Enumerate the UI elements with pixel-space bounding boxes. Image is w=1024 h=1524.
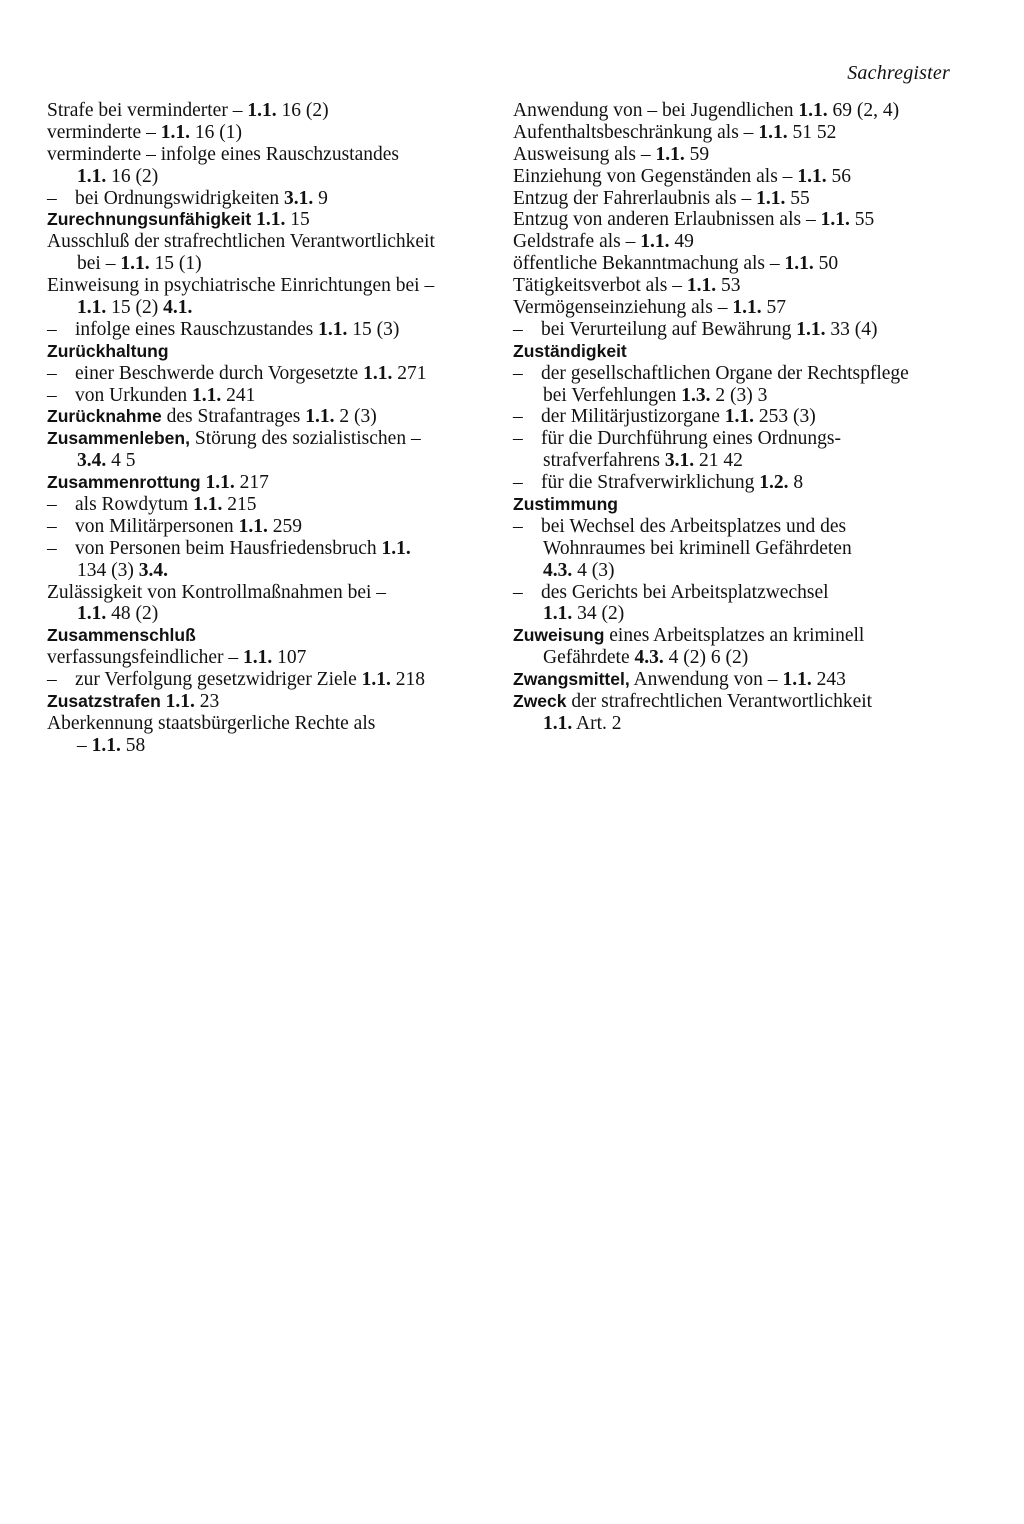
section-reference: 1.1. [77,297,107,319]
entry-text: 4 (3) [572,559,615,581]
entry-text: Strafe bei verminderter – [47,100,248,121]
section-reference: 1.1. [160,121,190,143]
section-reference: 1.1. [91,734,121,756]
entry-text: Ausweisung als – [513,143,656,165]
entry-text: des Gerichts bei Arbeitsplatzwechsel [541,581,829,603]
entry-text: eines Arbeitsplatzes an kriminell [604,625,865,647]
section-reference: 4.3. [543,559,573,581]
index-entry-line [513,319,963,341]
entry-text: 49 [669,231,694,253]
section-reference: 1.1. [193,494,223,516]
subentry-dash: – [513,515,523,537]
entry-text: 57 [761,297,786,319]
index-entry-line [47,450,495,472]
subentry-dash: – [47,187,57,209]
index-entry-line [47,713,495,735]
index-entry-line [513,166,963,188]
index-entry-line [513,603,963,625]
entry-text: 2 (3) [334,406,377,428]
index-entry-line [47,603,495,625]
index-entry-line [47,735,495,757]
index-headword: Zurücknahme [47,406,162,427]
section-reference: 1.1. [318,318,348,340]
index-entry-line [513,297,963,319]
index-entry-line [47,231,495,253]
index-entry-line [513,275,963,297]
section-reference: 4.1. [163,297,193,319]
index-entry-line [513,209,963,231]
index-entry-line [47,428,495,450]
section-reference: 1.1. [243,647,273,669]
entry-text: 9 [313,187,328,209]
section-reference: 1.1. [640,231,670,253]
entry-text: von Personen beim Hausfriedensbruch [75,537,382,559]
entry-text: 253 (3) [754,406,816,428]
index-column-left [47,100,495,757]
section-reference: 1.3. [681,384,711,406]
entry-text: 4 5 [106,450,136,472]
index-entry-line [47,691,495,713]
index-entry-line [47,494,495,516]
entry-text: 23 [194,691,220,713]
entry-text: Einweisung in psychiatrische Einrichtungen bei – [47,275,435,297]
entry-text: Anwendung von – bei Jugendlichen [513,100,799,121]
index-entry-line [513,144,963,166]
index-entry-line [47,560,495,582]
entry-text: zur Verfolgung gesetzwidriger Ziele [75,669,362,691]
entry-text: Vermögenseinziehung als – [513,297,733,319]
entry-text: Aufenthaltsbeschränkung als – [513,121,759,143]
section-reference: 1.1. [756,187,786,209]
index-entry-line [513,406,963,428]
section-reference: 1.1. [796,318,826,340]
section-reference: 1.1. [724,406,755,428]
entry-text: 16 (2) [276,100,329,121]
entry-text: 55 [849,209,875,231]
index-entry-line [47,100,495,122]
entry-text: 56 [826,165,851,187]
index-column-right [513,100,963,735]
section-reference: 1.1. [381,537,411,559]
entry-text: Art. 2 [572,712,622,734]
section-reference: 1.2. [759,472,789,494]
index-entry-line [47,669,495,691]
entry-text: Wohnraumes bei kriminell Gefährdeten [543,537,852,559]
section-reference: 1.1. [798,100,828,121]
section-reference: 1.1. [820,209,850,231]
entry-text: Tätigkeitsverbot als – [513,275,687,297]
index-entry-line [47,385,495,407]
entry-text: Ausschluß der strafrechtlichen Verantwortlichkeit [47,231,435,253]
subentry-dash: – [513,428,523,450]
entry-text: des Strafantrages [161,406,306,428]
subentry-dash: – [47,384,57,406]
index-entry-line [47,406,495,428]
index-entry-line [513,713,963,735]
entry-text: für die Durchführung eines Ordnungs- [541,428,842,450]
subentry-dash: – [513,581,523,603]
entry-text: 217 [234,472,269,494]
entry-text: – [77,734,92,756]
entry-text: für die Strafverwirklichung [541,472,760,494]
index-headword: Zuständigkeit [513,340,627,361]
subentry-dash: – [513,472,523,494]
index-entry-line [513,625,963,647]
entry-text: der Militärjustizorgane [541,406,725,428]
subentry-dash: – [47,494,57,516]
entry-text: infolge eines Rauschzustandes [75,318,319,340]
index-entry-line [47,341,495,363]
subentry-dash: – [47,318,57,340]
section-reference: 1.1. [784,253,814,275]
index-entry-line [513,691,963,713]
subentry-dash: – [47,669,57,691]
section-reference: 1.1. [543,603,573,625]
entry-text: 8 [788,472,804,494]
section-reference: 1.1. [758,121,788,143]
entry-text: 16 (1) [189,121,242,143]
entry-text: 55 [785,187,810,209]
entry-text: Gefährdete [543,647,635,669]
entry-text: 107 [272,647,307,669]
entry-text: öffentliche Bekanntmachung als – [513,253,785,275]
entry-text: verfassungsfeindlicher – [47,647,244,669]
entry-text: Entzug der Fahrerlaubnis als – [513,187,757,209]
index-headword: Zurechnungsunfähigkeit [47,209,252,230]
section-reference: 3.1. [284,187,314,209]
entry-text: 69 (2, 4) [827,100,900,121]
index-entry-line [513,516,963,538]
entry-text: Einziehung von Gegenständen als – [513,165,798,187]
section-reference: 1.1. [238,515,268,537]
index-headword: Zusammenrottung [47,472,201,493]
index-headword: Zusatzstrafen [47,691,161,712]
entry-text: 243 [811,669,846,691]
entry-text: 48 (2) [106,603,159,625]
index-entry-line [47,472,495,494]
section-reference: 1.1. [655,143,685,165]
index-entry-line [47,209,495,231]
index-entry-line [47,122,495,144]
index-entry-line [47,188,495,210]
section-reference: 1.1. [543,712,573,734]
index-entry-line [47,166,495,188]
index-headword: Zusammenschluß [47,625,196,646]
section-reference: 1.1. [305,406,335,428]
index-entry-line [513,450,963,472]
section-reference: 1.1. [77,165,107,187]
entry-text: Entzug von anderen Erlaubnissen als – [513,209,821,231]
section-reference: 1.1. [247,100,277,121]
entry-text: bei Ordnungswidrigkeiten [75,187,285,209]
index-entry-line [513,363,963,385]
subentry-dash: – [513,406,523,428]
entry-text: 21 42 [694,450,743,472]
entry-text: 15 [285,209,310,231]
entry-text: 16 (2) [106,165,159,187]
section-reference: 4.3. [634,647,664,669]
entry-text: 215 [222,494,257,516]
index-entry-line [513,494,963,516]
index-entry-line [47,275,495,297]
entry-text: 2 (3) 3 [710,384,768,406]
index-headword: Zweck [513,691,567,712]
index-entry-line [513,472,963,494]
index-headword: Zurückhaltung [47,340,169,361]
index-entry-line [513,582,963,604]
entry-text: bei – [77,253,121,275]
entry-text: bei Wechsel des Arbeitsplatzes und des [541,515,847,537]
entry-text: 34 (2) [572,603,625,625]
index-entry-line [513,538,963,560]
index-headword: Zustimmung [513,494,618,515]
entry-text: Geldstrafe als – [513,231,641,253]
entry-text: der gesellschaftlichen Organe der Rechtspflege [541,362,909,384]
subentry-dash: – [47,515,57,537]
index-entry-line [513,647,963,669]
index-entry-line [513,188,963,210]
entry-text: 58 [120,734,146,756]
index-entry-line [47,253,495,275]
entry-text: 53 [716,275,741,297]
section-reference: 1.1. [361,669,391,691]
entry-text: Anwendung von – [629,669,783,691]
entry-text: 15 (2) [106,297,164,319]
index-headword: Zuweisung [513,625,605,646]
index-entry-line [513,428,963,450]
entry-text: Aberkennung staatsbürgerliche Rechte als [47,712,376,734]
entry-text: 218 [390,669,425,691]
entry-text: 241 [221,384,256,406]
entry-text: 4 (2) 6 (2) [663,647,749,669]
entry-text: 15 (1) [149,253,202,275]
subentry-dash: – [47,362,57,384]
section-reference: 1.1. [120,253,150,275]
entry-text: 271 [392,362,427,384]
entry-text: bei Verfehlungen [543,384,682,406]
section-reference: 1.1. [732,297,762,319]
entry-text: 51 52 [787,121,837,143]
entry-text: strafverfahrens [543,450,665,472]
section-reference: 1.1. [251,209,286,231]
section-reference: 3.4. [77,450,107,472]
entry-text: als Rowdytum [75,494,194,516]
index-entry-line [513,341,963,363]
index-headword: Zwangsmittel, [513,669,630,690]
index-entry-line [47,319,495,341]
entry-text: einer Beschwerde durch Vorgesetzte [75,362,364,384]
index-entry-line [513,560,963,582]
entry-text: 33 (4) [825,318,878,340]
subentry-dash: – [47,537,57,559]
entry-text: 134 (3) [77,559,139,581]
section-reference: 1.1. [77,603,107,625]
index-entry-line [513,100,963,122]
index-entry-line [513,122,963,144]
section-reference: 3.4. [138,559,168,581]
section-reference: 1.1. [160,691,195,713]
entry-text: Zulässigkeit von Kontrollmaßnahmen bei – [47,581,387,603]
index-headword: Zusammenleben, [47,428,190,449]
entry-text: bei Verurteilung auf Bewährung [541,318,797,340]
section-reference: 1.1. [797,165,827,187]
entry-text: von Militärpersonen [75,515,239,537]
section-reference: 1.1. [200,472,235,494]
section-reference: 1.1. [686,275,717,297]
index-entry-line [47,144,495,166]
entry-text: 259 [267,515,302,537]
section-reference: 1.1. [191,384,222,406]
index-entry-line [513,231,963,253]
section-reference: 1.1. [363,362,393,384]
entry-text: 59 [684,143,710,165]
index-entry-line [47,625,495,647]
index-entry-line [47,363,495,385]
section-reference: 3.1. [664,450,695,472]
entry-text: von Urkunden [75,384,192,406]
index-entry-line [47,647,495,669]
section-reference: 1.1. [782,669,812,691]
index-entry-line [513,385,963,407]
index-entry-line [47,538,495,560]
entry-text: Störung des sozialistischen – [189,428,421,450]
subentry-dash: – [513,318,523,340]
index-entry-line [47,516,495,538]
index-entry-line [47,297,495,319]
subentry-dash: – [513,362,523,384]
running-header: Sachregister [847,62,950,84]
entry-text: 15 (3) [347,318,400,340]
entry-text: 50 [813,253,839,275]
index-entry-line [513,669,963,691]
index-entry-line [47,582,495,604]
index-entry-line [513,253,963,275]
entry-text: verminderte – infolge eines Rauschzustandes [47,143,399,165]
entry-text: verminderte – [47,121,161,143]
entry-text: der strafrechtlichen Verantwortlichkeit [566,691,873,713]
